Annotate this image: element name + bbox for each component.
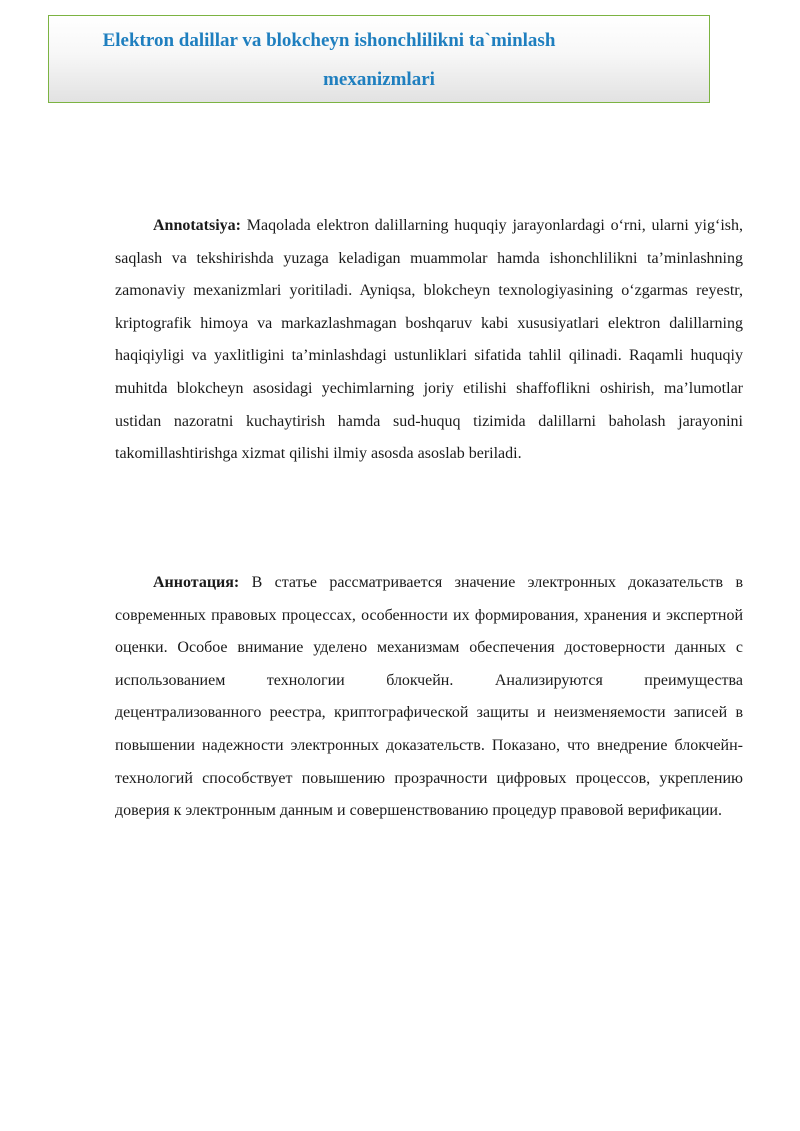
abstract-russian — [115, 567, 743, 828]
abstract-russian-text: В статье рассматривается значение электронных доказательств в современных правовых процессах, особенности их формирования, хранения и экспертной оценки. Особое внимание уделено механизмам обеспечения достоверности данных с использованием технологии блокчейн. Анализируются преимущества децентрализованного реестра, криптографической защиты и неизменяемости записей в повышении надежности электронных доказательств. Показано, что внедрение блокчейн-технологий способствует повышению прозрачности цифровых процессов, укреплению доверия к электронным данным и совершенствованию процедур правовой верификации. — [115, 574, 744, 820]
abstract-uzbek — [115, 210, 743, 471]
title-line-1: Elektron dalillar va blokcheyn ishonchlilikni ta`minlash — [102, 30, 556, 51]
title-line-2: mexanizmlari — [323, 69, 435, 90]
title-box — [48, 15, 710, 103]
abstract-russian-label: Аннотация: — [153, 574, 240, 591]
abstract-uzbek-text: Maqolada elektron dalillarning huquqiy jarayonlardagi o‘rni, ularni yig‘ish, saqlash va tekshirishda yuzaga keladigan muammolar hamda ishonchlilikni ta’minlashning zamonaviy mexanizmlari yoritiladi. Ayniqsa, blokcheyn texnologiyasining o‘zgarmas reyestr, kriptografik himoya va markazlashmagan boshqaruv kabi xususiyatlari elektron dalillarning haqiqiyligi va yaxlitligini ta’minlashdagi ustunliklari sifatida tahlil qilinadi. Raqamli huquqiy muhitda blokcheyn asosidagi yechimlarning joriy etilishi shaffoflikni oshirish, ma’lumotlar ustidan nazoratni kuchaytirish hamda sud-huquq tizimida dalillarni baholash jarayonini takomillashtirishga xizmat qilishi ilmiy asosda asoslab beriladi. — [115, 217, 743, 463]
abstract-uzbek-label: Annotatsiya: — [153, 217, 242, 234]
